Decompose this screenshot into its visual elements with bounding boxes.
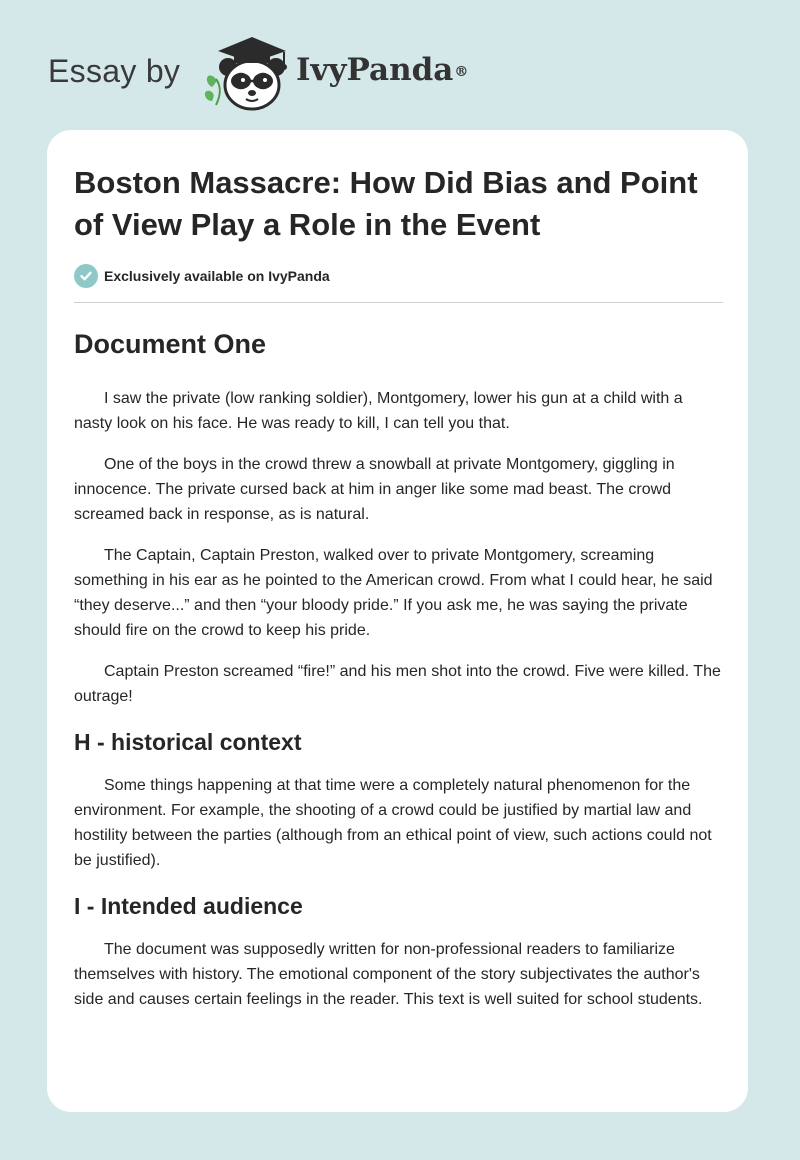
check-icon — [74, 264, 98, 288]
brand-header[interactable] — [48, 33, 528, 113]
essay-body — [74, 320, 723, 1028]
section-heading: H - historical context — [74, 729, 302, 755]
brand-name — [296, 49, 468, 91]
brand-prefix: Essay by — [48, 53, 181, 89]
paragraph: The document was supposedly written for non-professional readers to familiarize themselves with history. The emotional component of the story subjectivates the author's side and causes certain feelings in the reader. This text is well suited for school students. — [74, 941, 703, 1008]
section-heading: I - Intended audience — [74, 893, 303, 919]
ivypanda-logo-icon — [200, 33, 296, 113]
paragraph: Captain Preston screamed “fire!” and his men shot into the crowd. Five were killed. The outrage! — [74, 663, 721, 705]
divider — [74, 302, 723, 303]
essay-title: Boston Massacre: How Did Bias and Point of View Play a Role in the Event — [74, 165, 698, 242]
exclusive-badge — [74, 264, 330, 288]
paragraph: I saw the private (low ranking soldier), Montgomery, lower his gun at a child with a nasty look on his face. He was ready to kill, I can tell you that. — [74, 390, 683, 432]
paragraph: The Captain, Captain Preston, walked over to private Montgomery, screaming something in his ear as he pointed to the American crowd. From what I could hear, he said “they deserve...” and then “your bloody pride.” If you ask me, he was saying the private should fire on the crowd to keep his pride. — [74, 547, 713, 639]
essay-card — [47, 130, 748, 1112]
section-heading: Document One — [74, 329, 267, 359]
registered-mark: ® — [454, 64, 469, 80]
exclusive-label: Exclusively available on IvyPanda — [104, 268, 330, 284]
paragraph: Some things happening at that time were a completely natural phenomenon for the environment. For example, the shooting of a crowd could be justified by martial law and hostility between the parties (although from an ethical point of view, such actions could not be justified). — [74, 777, 712, 869]
paragraph: One of the boys in the crowd threw a snowball at private Montgomery, giggling in innocence. The private cursed back at him in anger like some mad beast. The crowd screamed back in response, as is natural. — [74, 456, 675, 523]
brand-name-text: IvyPanda — [296, 52, 454, 88]
